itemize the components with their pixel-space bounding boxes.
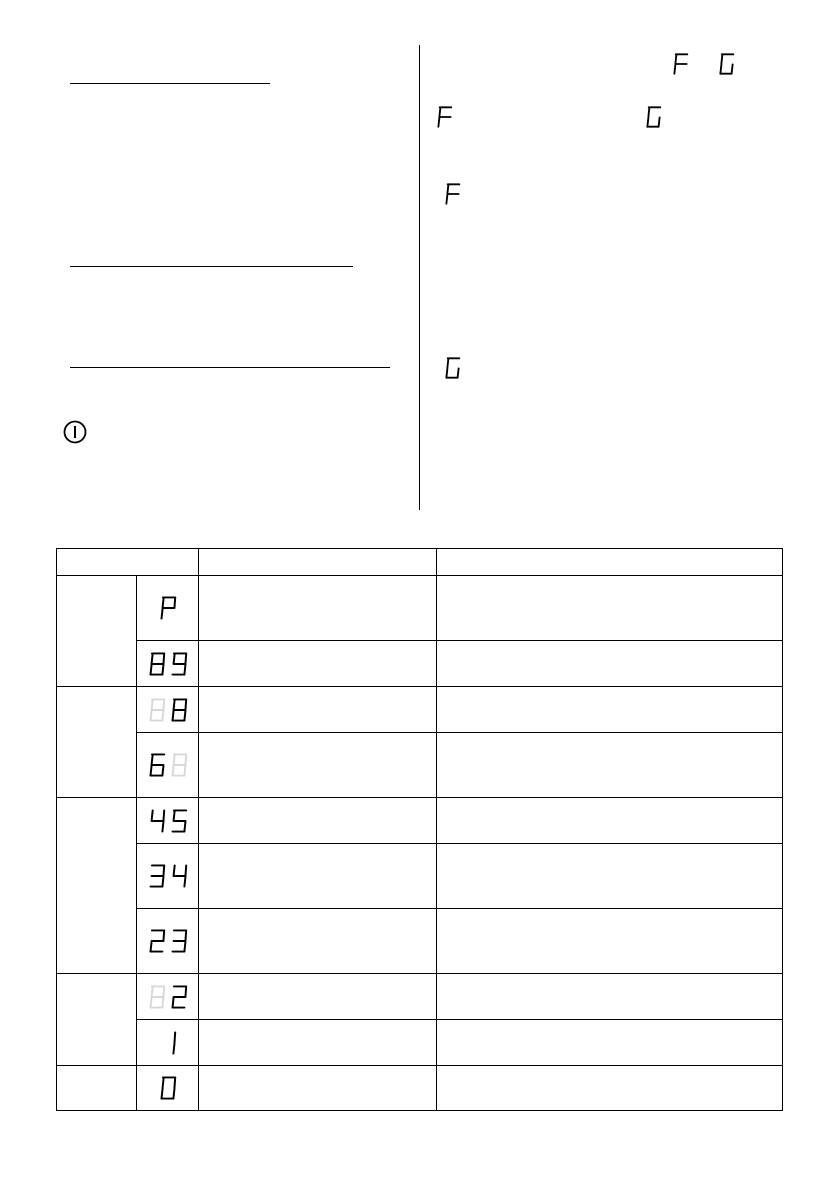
heading-rule-3 [70,367,390,368]
table-row [57,1066,783,1111]
symbol-f-icon [436,106,453,133]
use-cell [199,687,437,733]
level-display [137,1020,199,1066]
notes-cell [437,844,783,909]
use-cell [199,844,437,909]
table-row [57,576,783,641]
notes-cell [437,909,783,974]
symbol-g-icon [718,53,735,80]
use-cell [199,641,437,687]
level-display [137,974,199,1020]
column-divider [419,45,420,510]
level-display [137,576,199,641]
table-row [57,909,783,974]
header-cell-use [199,549,437,576]
table-row [57,974,783,1020]
table-row [57,1020,783,1066]
use-cell [199,974,437,1020]
digit-7-icon [148,698,166,722]
digit-8-icon [170,698,188,722]
digit-8-icon [148,652,166,676]
group-cell [57,974,137,1066]
use-cell [199,1066,437,1111]
notes-cell [437,1066,783,1111]
level-display [137,798,199,844]
level-display [137,687,199,733]
notes-cell [437,733,783,798]
digit-2-icon [148,929,166,953]
header-cell-level [57,549,199,576]
symbol-f-icon [444,183,461,210]
group-cell [57,687,137,798]
notes-cell [437,641,783,687]
table-row [57,844,783,909]
digit-3-icon [170,929,188,953]
group-cell [57,1066,137,1111]
level-display [137,733,199,798]
notes-cell [437,974,783,1020]
power-level-table [56,548,783,1111]
notes-cell [437,687,783,733]
digit-2-icon [170,985,188,1009]
power-on-off-icon [62,419,88,445]
use-cell [199,909,437,974]
notes-cell [437,1020,783,1066]
table-row [57,641,783,687]
level-display [137,1066,199,1111]
heading-rule-2 [70,266,353,267]
use-cell [199,798,437,844]
digit-4-icon [170,864,188,888]
symbol-g-icon [645,106,662,133]
heading-rule-1 [70,83,270,84]
group-cell [57,576,137,687]
notes-cell [437,576,783,641]
digit-7-icon [170,753,188,777]
level-display [137,909,199,974]
symbol-f-icon [672,53,689,80]
digit-6-icon [148,753,166,777]
digit-4-icon [148,809,166,833]
use-cell [199,733,437,798]
notes-cell [437,798,783,844]
digit-5-icon [170,809,188,833]
table-row [57,798,783,844]
digit-9-icon [170,652,188,676]
table-row [57,687,783,733]
symbol-g-icon [444,357,461,384]
table-header-row [57,549,783,576]
level-display [137,844,199,909]
level-display [137,641,199,687]
use-cell [199,1020,437,1066]
table-row [57,733,783,798]
digit-1-icon [159,1031,177,1055]
digit-0-icon [159,1076,177,1100]
use-cell [199,576,437,641]
digit-P-icon [159,596,177,620]
digit-3-icon [148,864,166,888]
digit-1-icon [148,985,166,1009]
header-cell-notes [437,549,783,576]
group-cell [57,798,137,974]
